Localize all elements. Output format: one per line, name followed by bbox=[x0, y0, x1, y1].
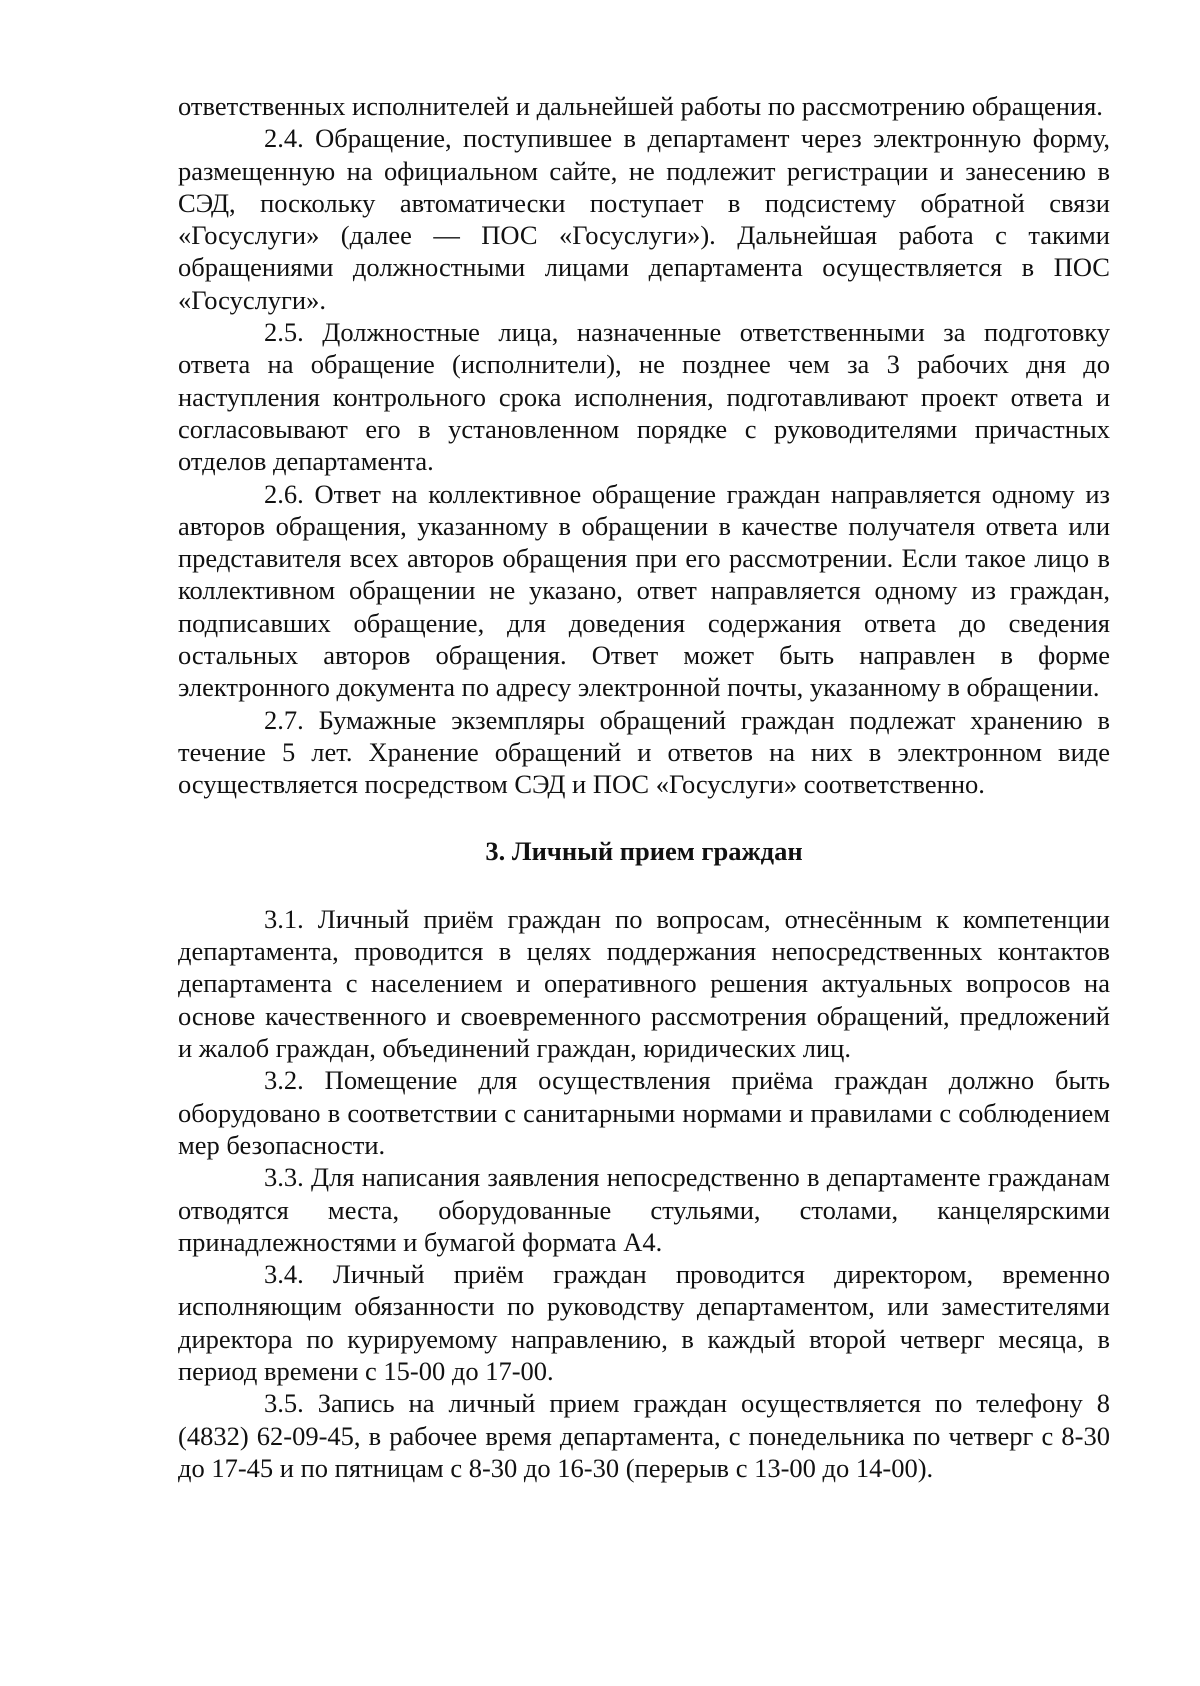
paragraph-2-4: 2.4. Обращение, поступившее в департамент через электронную форму, размещенную на официальном сайте, не подлежит регистрации и занесению в СЭД, поскольку автоматически поступает в подсистему обратной связи «Госуслуги» (далее — ПОС «Госуслуги»). Дальнейшая работа с такими обращениями должностными лицами департамента осуществляется в ПОС «Госуслуги». bbox=[178, 123, 1110, 315]
paragraph-2-3-continued: ответственных исполнителей и дальнейшей работы по рассмотрению обращения. bbox=[178, 91, 1103, 121]
section-3-title: 3. Личный прием граждан bbox=[485, 835, 803, 866]
paragraph-2-5: 2.5. Должностные лица, назначенные ответственными за подготовку ответа на обращение (исполнители), не позднее чем за 3 рабочих дня до наступления контрольного срока исполнения, подготавливают проект ответа и согласовывают его в установленном порядке с руководителями причастных отделов департамента. bbox=[178, 317, 1110, 477]
paragraph-3-5: 3.5. Запись на личный прием граждан осуществляется по телефону 8 (4832) 62-09-45, в рабочее время департамента, с понедельника по четверг с 8-30 до 17-45 и по пятницам с 8-30 до 16-30 (перерыв с 13-00 до 14-00). bbox=[178, 1388, 1110, 1483]
paragraph-3-3: 3.3. Для написания заявления непосредственно в департаменте гражданам отводятся места, оборудованные стульями, столами, канцелярскими принадлежностями и бумагой формата А4. bbox=[178, 1162, 1110, 1257]
paragraph-2-6: 2.6. Ответ на коллективное обращение граждан направляется одному из авторов обращения, указанному в обращении в качестве получателя ответа или представителя всех авторов обращения при его рассмотрении. Если такое лицо в коллективном обращении не указано, ответ направляется одному из граждан, подписавших обращение, для доведения содержания ответа до сведения остальных авторов обращения. Ответ может быть направлен в форме электронного документа по адресу электронной почты, указанному в обращении. bbox=[178, 478, 1110, 703]
paragraph-3-1: 3.1. Личный приём граждан по вопросам, отнесённым к компетенции департамента, проводится в целях поддержания непосредственных контактов департамента с населением и оперативного решения актуальных вопросов на основе качественного и своевременного рассмотрения обращений, предложений и жалоб граждан, объединений граждан, юридических лиц. bbox=[178, 903, 1110, 1064]
paragraph-3-4: 3.4. Личный приём граждан проводится директором, временно исполняющим обязанности по руководству департаментом, или заместителями директора по курируемому направлению, в каждый второй четверг месяца, в период времени с 15-00 до 17-00. bbox=[178, 1259, 1110, 1386]
paragraph-2-7: 2.7. Бумажные экземпляры обращений граждан подлежат хранению в течение 5 лет. Хранение обращений и ответов на них в электронном виде осуществляется посредством СЭД и ПОС «Госуслуги» соответственно. bbox=[178, 704, 1110, 800]
document-body bbox=[178, 90, 1110, 1484]
paragraph-3-2: 3.2. Помещение для осуществления приёма граждан должно быть оборудовано в соответствии с санитарными нормами и правилами с соблюдением мер безопасности. bbox=[178, 1065, 1110, 1160]
